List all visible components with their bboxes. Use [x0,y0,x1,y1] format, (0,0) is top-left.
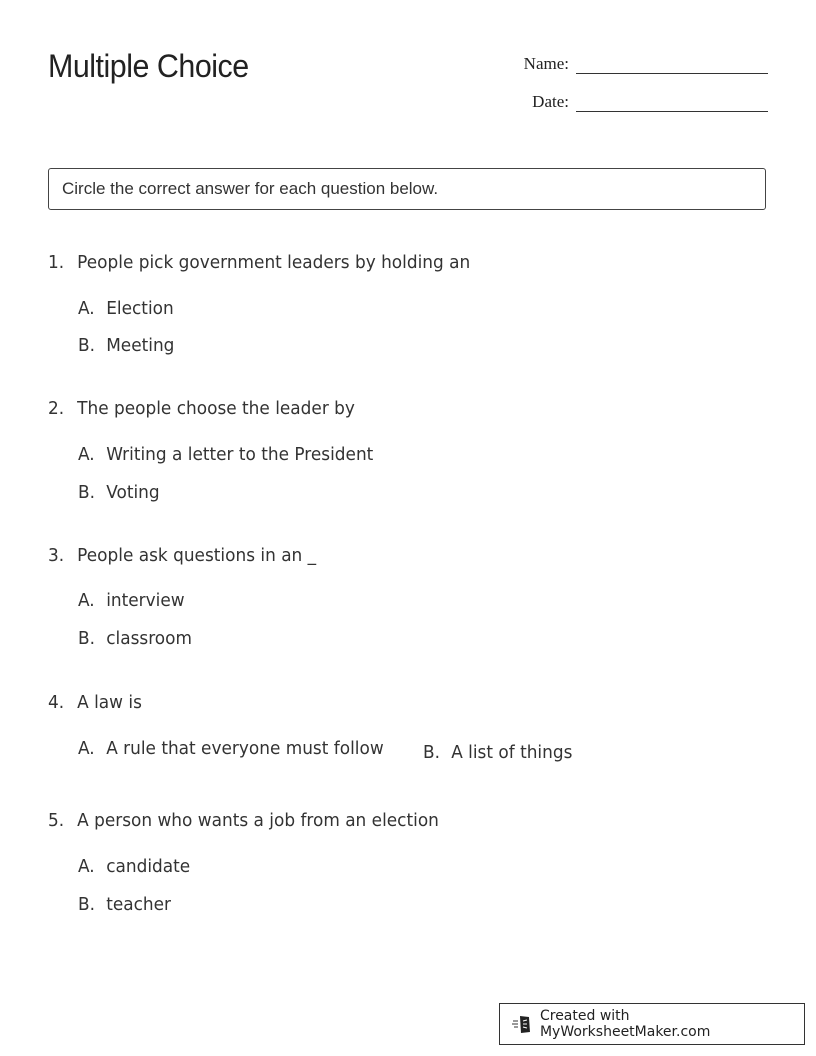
option-1a[interactable] [78,298,174,319]
date-field [532,92,768,112]
option-3b[interactable] [78,628,192,649]
option-letter: B. [78,335,95,356]
option-text: candidate [106,856,191,877]
option-letter: A. [78,444,95,465]
option-2a[interactable] [78,444,373,465]
option-letter: A. [78,298,95,319]
question-text: People pick government leaders by holding an [77,252,471,273]
footer-text: Created with MyWorksheetMaker.com [539,1008,711,1040]
option-3a[interactable] [78,590,185,611]
question-text: A person who wants a job from an election [77,810,439,831]
option-text: Writing a letter to the President [106,444,374,465]
question-text: The people choose the leader by [77,398,355,419]
question-text: People ask questions in an _ [77,545,317,566]
option-text: Election [106,298,174,319]
option-text: A list of things [451,742,573,763]
option-5a[interactable] [78,856,190,877]
worksheet-logo-icon [512,1014,534,1034]
page-title: Multiple Choice [48,48,249,84]
option-1b[interactable] [78,335,174,356]
name-blank-line[interactable] [576,55,768,74]
option-text: teacher [106,894,172,915]
question-4 [48,692,142,713]
option-letter: B. [78,628,95,649]
question-text: A law is [77,692,142,713]
option-text: Meeting [106,335,175,356]
date-label: Date: [532,92,569,111]
option-text: interview [106,590,185,611]
option-letter: A. [78,856,95,877]
name-field [524,54,768,74]
date-blank-line[interactable] [576,93,768,112]
option-letter: A. [78,738,95,759]
instructions-box: Circle the correct answer for each question below. [48,168,766,210]
option-text: classroom [106,628,192,649]
option-4a[interactable] [78,738,384,759]
question-number: 2. [48,398,65,419]
question-5 [48,810,439,831]
option-letter: B. [78,482,95,503]
option-text: A rule that everyone must follow [106,738,384,759]
option-letter: B. [78,894,95,915]
option-4b[interactable] [423,742,572,763]
question-number: 3. [48,545,65,566]
option-text: Voting [106,482,160,503]
question-number: 5. [48,810,65,831]
name-label: Name: [523,54,569,73]
question-3 [48,545,316,566]
option-letter: B. [423,742,440,763]
option-letter: A. [78,590,95,611]
option-5b[interactable] [78,894,171,915]
footer-credit[interactable] [499,1003,805,1045]
question-2 [48,398,355,419]
question-1 [48,252,470,273]
question-number: 4. [48,692,65,713]
question-number: 1. [48,252,65,273]
option-2b[interactable] [78,482,160,503]
